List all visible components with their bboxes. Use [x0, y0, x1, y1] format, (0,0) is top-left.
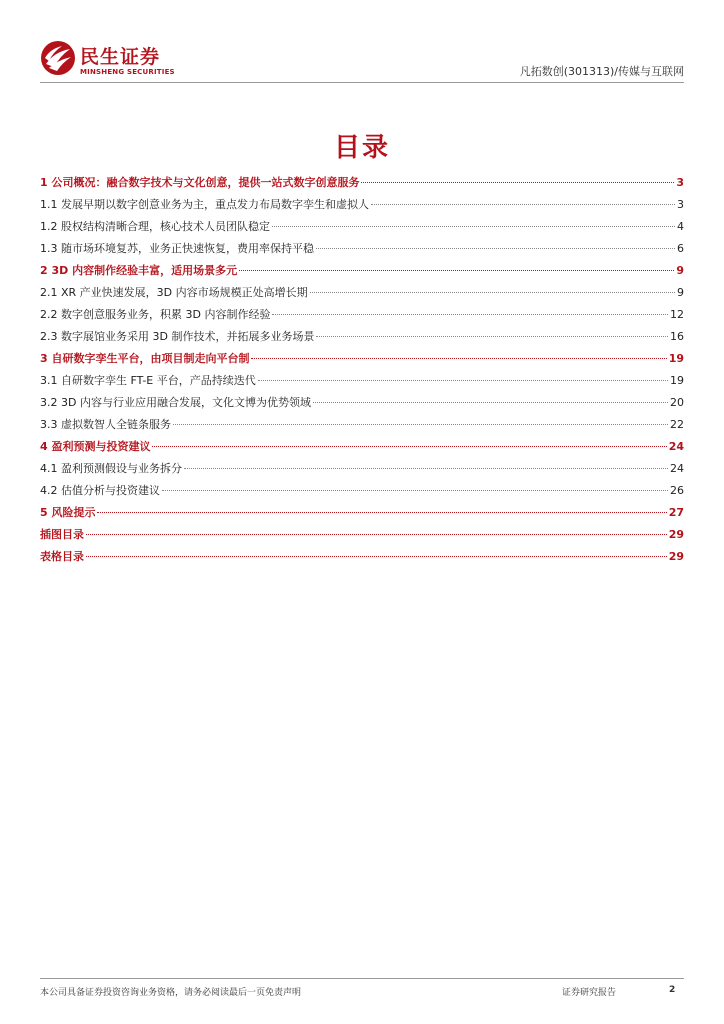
toc-entry-page: 29: [668, 550, 684, 563]
toc-entry-page: 20: [670, 396, 684, 409]
toc-entry-page: 9: [677, 286, 684, 299]
footer-report-type: 证券研究报告: [562, 988, 617, 998]
toc-entry-title: 1.1 发展早期以数字创意业务为主，重点发力布局数字孪生和虚拟人: [40, 198, 369, 211]
toc-entry[interactable]: [40, 482, 684, 504]
toc-entry[interactable]: [40, 174, 684, 196]
toc-entry-title: 2 3D 内容制作经验丰富，适用场景多元: [40, 264, 238, 277]
toc-entry-title: 3.2 3D 内容与行业应用融合发展，文化文博为优势领域: [40, 396, 311, 409]
toc-entry-page: 12: [670, 308, 684, 321]
toc-entry[interactable]: [40, 504, 684, 526]
toc-entry[interactable]: [40, 438, 684, 460]
toc-entry[interactable]: [40, 526, 684, 548]
toc-leader-dots: [310, 292, 675, 293]
toc-entry-page: 19: [670, 374, 684, 387]
toc-entry-page: 26: [670, 484, 684, 497]
toc-entry[interactable]: [40, 460, 684, 482]
toc-entry-title: 1.2 股权结构清晰合理，核心技术人员团队稳定: [40, 220, 270, 233]
toc-leader-dots: [316, 248, 675, 249]
toc-leader-dots: [173, 424, 668, 425]
toc-entry-page: 27: [668, 506, 684, 519]
toc-leader-dots: [86, 556, 667, 557]
header-divider: [40, 82, 684, 83]
logo-english-name: MINSHENG SECURITIES: [80, 68, 175, 76]
toc-leader-dots: [162, 490, 668, 491]
toc-entry-page: 19: [668, 352, 684, 365]
toc-entry-page: 16: [670, 330, 684, 343]
toc-entry-title: 4 盈利预测与投资建议: [40, 440, 151, 453]
toc-entry[interactable]: [40, 240, 684, 262]
page-header: [40, 36, 684, 82]
toc-entry[interactable]: [40, 394, 684, 416]
toc-entry[interactable]: [40, 284, 684, 306]
footer-disclaimer: 本公司具备证券投资咨询业务资格，请务必阅读最后一页免责声明: [40, 988, 302, 998]
toc-entry-page: 22: [670, 418, 684, 431]
toc-entry[interactable]: [40, 350, 684, 372]
toc-leader-dots: [361, 182, 674, 183]
toc-entry-title: 表格目录: [40, 550, 84, 563]
toc-leader-dots: [239, 270, 674, 271]
toc-leader-dots: [272, 314, 668, 315]
toc-entry-title: 1 公司概况：融合数字技术与文化创意，提供一站式数字创意服务: [40, 176, 360, 189]
toc-leader-dots: [251, 358, 666, 359]
toc-entry-title: 2.3 数字展馆业务采用 3D 制作技术，并拓展多业务场景: [40, 330, 315, 343]
toc-leader-dots: [184, 468, 668, 469]
toc-title: 目录: [333, 133, 390, 163]
toc-entry-title: 2.2 数字创意服务业务，积累 3D 内容制作经验: [40, 308, 271, 321]
toc-entry[interactable]: [40, 196, 684, 218]
report-subject: 凡拓数创(301313)/传媒与互联网: [519, 65, 684, 78]
toc-leader-dots: [313, 402, 668, 403]
logo-chinese-name: 民生证券: [80, 46, 161, 68]
toc-leader-dots: [152, 446, 666, 447]
toc-entry-page: 6: [677, 242, 684, 255]
toc-entry[interactable]: [40, 218, 684, 240]
toc-entry[interactable]: [40, 548, 684, 570]
toc-leader-dots: [258, 380, 668, 381]
toc-leader-dots: [86, 534, 667, 535]
toc-entry-page: 3: [676, 176, 684, 189]
minsheng-logo-icon: [40, 40, 76, 76]
toc-entry-title: 3.1 自研数字孪生 FT-E 平台，产品持续迭代: [40, 374, 256, 387]
toc-entry-page: 29: [668, 528, 684, 541]
toc-entry-page: 9: [676, 264, 684, 277]
toc-entry-title: 4.1 盈利预测假设与业务拆分: [40, 462, 182, 475]
toc-leader-dots: [316, 336, 668, 337]
page-number: 2: [669, 985, 676, 995]
toc-entry[interactable]: [40, 306, 684, 328]
toc-entry[interactable]: [40, 416, 684, 438]
toc-leader-dots: [371, 204, 675, 205]
table-of-contents: [40, 174, 684, 570]
toc-entry-title: 1.3 随市场环境复苏，业务正快速恢复，费用率保持平稳: [40, 242, 314, 255]
company-logo: [40, 40, 180, 80]
toc-entry-title: 3.3 虚拟数智人全链条服务: [40, 418, 171, 431]
toc-entry-page: 4: [677, 220, 684, 233]
toc-leader-dots: [97, 512, 666, 513]
toc-entry-title: 3 自研数字孪生平台，由项目制走向平台制: [40, 352, 250, 365]
toc-entry-title: 4.2 估值分析与投资建议: [40, 484, 160, 497]
toc-entry-page: 24: [670, 462, 684, 475]
toc-entry[interactable]: [40, 372, 684, 394]
toc-entry-title: 2.1 XR 产业快速发展，3D 内容市场规模正处高增长期: [40, 286, 308, 299]
toc-entry[interactable]: [40, 262, 684, 284]
toc-entry-page: 3: [677, 198, 684, 211]
toc-leader-dots: [272, 226, 675, 227]
toc-entry[interactable]: [40, 328, 684, 350]
footer-divider: [40, 978, 684, 979]
toc-entry-title: 5 风险提示: [40, 506, 96, 519]
toc-entry-title: 插图目录: [40, 528, 84, 541]
toc-entry-page: 24: [668, 440, 684, 453]
